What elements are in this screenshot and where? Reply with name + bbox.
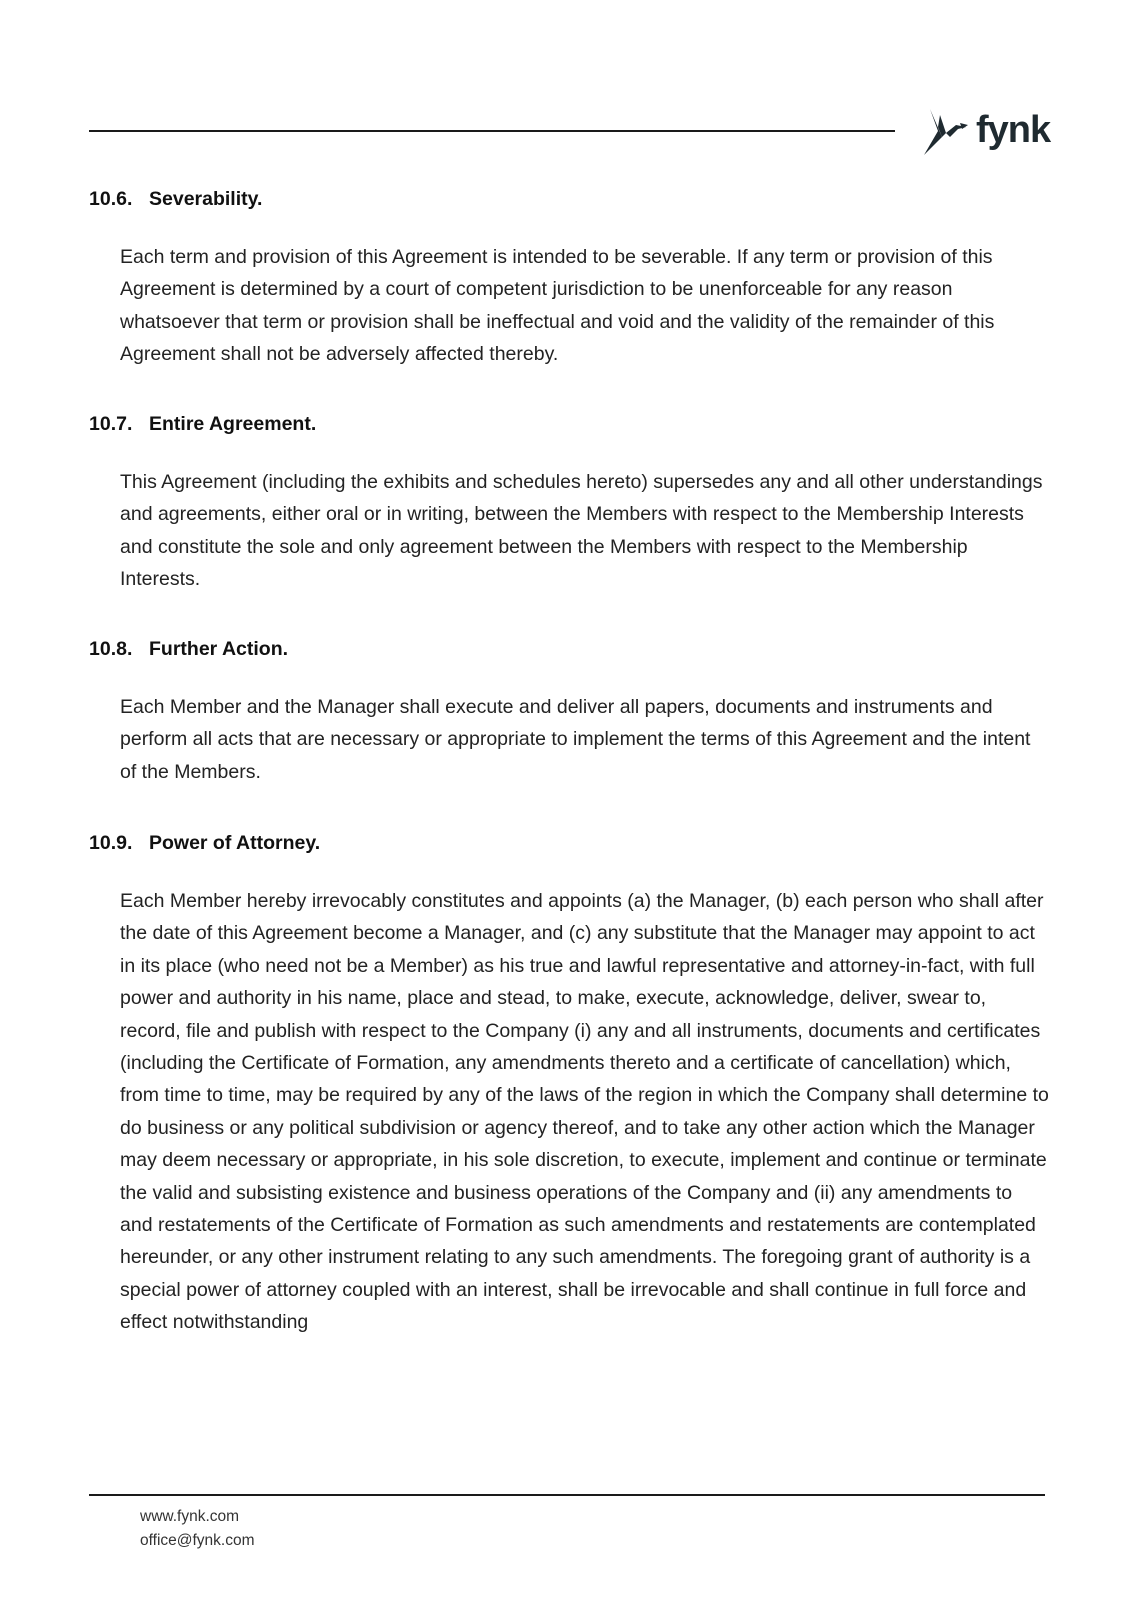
section-severability — [89, 187, 1049, 371]
section-entire-agreement — [89, 412, 1049, 596]
section-heading — [89, 412, 1049, 436]
section-heading — [89, 187, 1049, 211]
header-divider — [89, 130, 895, 132]
section-paragraph: Each term and provision of this Agreement is intended to be severable. If any term or provision of this Agreement is determined by a court of competent jurisdiction to be unenforceable for any reason whatsoever that term or provision shall be ineffectual and void and the validity of the remainder of this Agreement shall not be adversely affected thereby. — [120, 246, 995, 366]
footer-divider — [89, 1494, 1045, 1496]
section-paragraph: Each Member hereby irrevocably constitutes and appoints (a) the Manager, (b) each person who shall after the date of this Agreement become a Manager, and (c) any substitute that the Manager may appoint to act in its place (who need not be a Member) as his true and lawful representative and attorney-in-fact, with full power and authority in his name, place and stead, to make, execute, acknowledge, deliver, swear to, record, file and publish with respect to the Company (i) any and all instruments, documents and certificates (including the Certificate of Formation, any amendments thereto and a certificate of cancellation) which, from time to time, may be required by any of the laws of the region in which the Company shall determine to do business or any political subdivision or agency thereof, and to take any other action which the Manager may deem necessary or appropriate, in his sole discretion, to execute, implement and continue or terminate the valid and subsisting existence and business operations of the Company and (ii) any amendments to and restatements of the Certificate of Formation as such amendments and restatements are contemplated hereunder, or any other instrument relating to any such amendments. The foregoing grant of authority is a special power of attorney coupled with an interest, shall be irrevocable and shall continue in full force and effect notwithstanding — [120, 890, 1049, 1334]
section-heading — [89, 637, 1049, 661]
footer-website-link[interactable]: www.fynk.com — [140, 1508, 240, 1525]
bird-logo-icon — [922, 105, 972, 161]
section-power-of-attorney — [89, 831, 1049, 1339]
footer-email-link[interactable]: office@fynk.com — [140, 1532, 255, 1549]
section-number: 10.8. — [89, 638, 133, 660]
section-heading — [89, 831, 1049, 855]
section-title: Power of Attorney. — [149, 832, 321, 854]
section-paragraph: Each Member and the Manager shall execute and deliver all papers, documents and instruments and perform all acts that are necessary or appropriate to implement the terms of this Agreement and the intent of the Members. — [120, 696, 1031, 783]
section-number: 10.7. — [89, 413, 133, 435]
section-title: Entire Agreement. — [149, 413, 317, 435]
section-number: 10.6. — [89, 188, 133, 210]
section-number: 10.9. — [89, 832, 133, 854]
section-further-action — [89, 637, 1049, 788]
brand-wordmark: fynk — [976, 108, 1051, 151]
section-title: Severability. — [149, 188, 263, 210]
brand-logo — [922, 105, 1050, 161]
section-paragraph: This Agreement (including the exhibits and schedules hereto) supersedes any and all other understandings and agreements, either oral or in writing, between the Members with respect to the Membership Interests and constitute the sole and only agreement between the Members with respect to the Membership Interests. — [120, 471, 1043, 591]
footer-contact — [140, 1505, 255, 1553]
section-title: Further Action. — [149, 638, 289, 660]
